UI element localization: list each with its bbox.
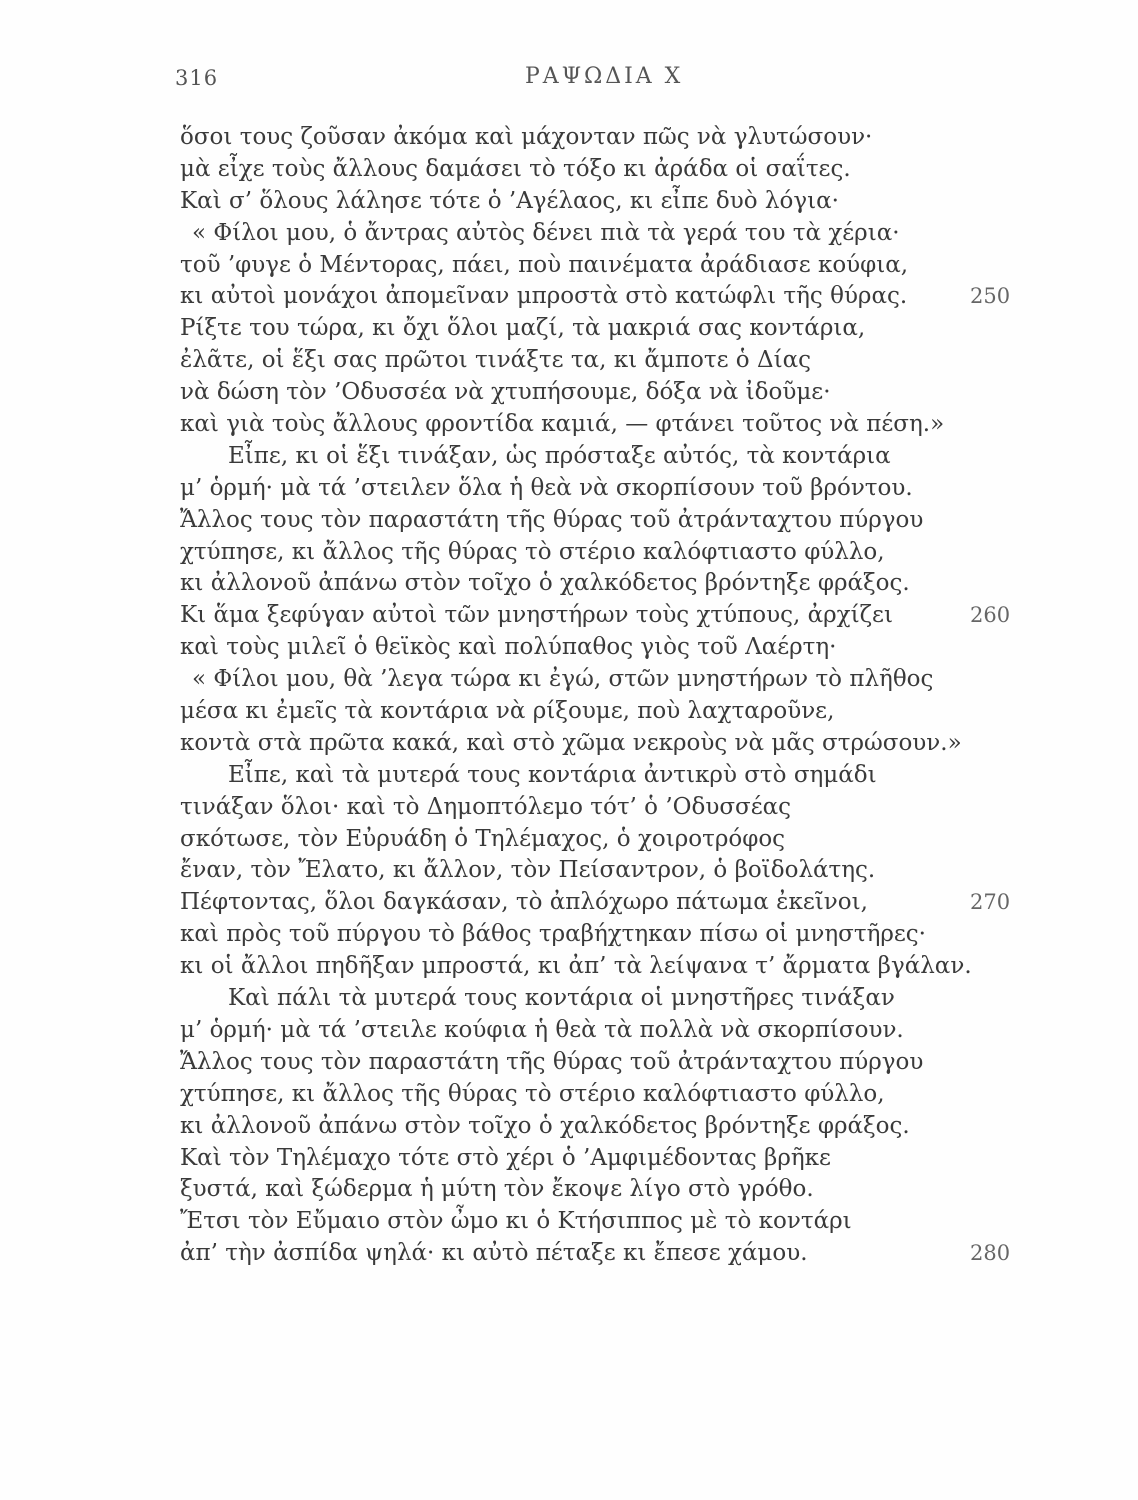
verse-line-text: ὅσοι τους ζοῦσαν ἀκόμα καὶ μάχονταν πῶς νὰ γλυτώσουν·: [180, 124, 873, 150]
verse-line: [0, 122, 1138, 154]
verse-line: [0, 919, 1138, 951]
verse-line-text: τοῦ ’φυγε ὁ Μέντορας, πάει, ποὺ παινέματα ἀράδιασε κούφια,: [180, 251, 909, 278]
verse-line-text: καὶ τοὺς μιλεῖ ὁ θεϊκὸς καὶ πολύπαθος γιὸς τοῦ Λαέρτη·: [180, 634, 837, 661]
verse-line-text: « Φίλοι μου, θὰ ’λεγα τώρα κι ἐγώ, στῶν μνηστήρων τὸ πλῆθος: [192, 666, 934, 693]
verse-line-text: καὶ πρὸς τοῦ πύργου τὸ βάθος τραβήχτηκαν πίσω οἱ μνηστῆρες·: [180, 921, 926, 948]
verse-line-text: Εἶπε, κι οἱ ἕξι τινάξαν, ὡς πρόσταξε αὐτός, τὰ κοντάρια: [228, 442, 891, 469]
verse-line-text: ξυστά, καὶ ξώδερμα ἡ μύτη τὸν ἔκοψε λίγο στὸ γρόθο.: [180, 1176, 814, 1203]
verse-line: [0, 1111, 1138, 1143]
verse-line-text: κι αὐτοὶ μονάχοι ἀπομεῖναν μπροστὰ στὸ κατώφλι τῆς θύρας.: [180, 283, 908, 310]
verse-line: [0, 154, 1138, 186]
verse-line: [0, 186, 1138, 218]
verse-line: [0, 1079, 1138, 1111]
verse-line: [0, 600, 1138, 632]
verse-line-text: Ρίξτε του τώρα, κι ὄχι ὅλοι μαζί, τὰ μακριά σας κοντάρια,: [180, 315, 866, 342]
verse-line-text: Ἔτσι τὸν Εὔμαιο στὸν ὦμο κι ὁ Κτήσιππος μὲ τὸ κοντάρι: [180, 1208, 852, 1235]
verse-line-text: Πέφτοντας, ὅλοι δαγκάσαν, τὸ ἀπλόχωρο πάτωμα ἐκεῖνοι,: [180, 889, 868, 916]
verse-line-text: ἐλᾶτε, οἱ ἕξι σας πρῶτοι τινάξτε τα, κι ἄμποτε ὁ Δίας: [180, 347, 811, 374]
line-number: 280: [970, 1241, 1011, 1266]
verse-line-text: Ἄλλος τους τὸν παραστάτη τῆς θύρας τοῦ ἀτράνταχτου πύργου: [180, 1048, 924, 1075]
verse-line: [0, 1143, 1138, 1175]
verse-line-text: τινάξαν ὅλοι· καὶ τὸ Δημοπτόλεμο τότ’ ὁ ’Οδυσσέας: [180, 793, 792, 820]
line-number: 250: [970, 284, 1011, 309]
verse-line-text: καὶ γιὰ τοὺς ἄλλους φροντίδα καμιά, — φτάνει τοῦτος νὰ πέση.»: [180, 411, 945, 438]
verse-line: [0, 441, 1138, 473]
verse-line: [0, 505, 1138, 537]
verse-line: [0, 983, 1138, 1015]
verse-line-text: Ἄλλος τους τὸν παραστάτη τῆς θύρας τοῦ ἀτράνταχτου πύργου: [180, 506, 924, 533]
verse-line-text: χτύπησε, κι ἄλλος τῆς θύρας τὸ στέριο καλόφτιαστο φύλλο,: [180, 538, 885, 565]
verse-line-text: κι οἱ ἄλλοι πηδῆξαν μπροστά, κι ἀπ’ τὰ λείψανα τ’ ἄρματα βγάλαν.: [180, 953, 972, 980]
verse-line: [0, 760, 1138, 792]
verse-line: [0, 377, 1138, 409]
verse-line: [0, 792, 1138, 824]
verse-line-text: νὰ δώση τὸν ’Οδυσσέα νὰ χτυπήσουμε, δόξα νὰ ἰδοῦμε·: [180, 379, 831, 406]
verse-line: [0, 250, 1138, 282]
verse-line-text: χτύπησε, κι ἄλλος τῆς θύρας τὸ στέριο καλόφτιαστο φύλλο,: [180, 1080, 885, 1107]
verse-line: [0, 345, 1138, 377]
verse-line-text: μ’ ὁρμή· μὰ τά ’στειλε κούφια ἡ θεὰ τὰ πολλὰ νὰ σκορπίσουν.: [180, 1016, 904, 1043]
verse-line-text: κοντὰ στὰ πρῶτα κακά, καὶ στὸ χῶμα νεκροὺς νὰ μᾶς στρώσουν.»: [180, 729, 962, 756]
verse-line: [0, 409, 1138, 441]
verse-line-text: Κι ἅμα ξεφύγαν αὐτοὶ τῶν μνηστήρων τοὺς χτύπους, ἀρχίζει: [180, 602, 893, 629]
verse-line-text: ἔναν, τὸν Ἔλατο, κι ἄλλον, τὸν Πείσαντρον, ὁ βοϊδολάτης.: [180, 857, 876, 884]
verse-line-text: μὰ εἶχε τοὺς ἄλλους δαμάσει τὸ τόξο κι ἀράδα οἱ σαΐτες.: [180, 155, 851, 182]
verse-line: [0, 1206, 1138, 1238]
running-title: ΡΑΨΩΔΙΑ Χ: [525, 64, 684, 89]
verse-line-text: Εἶπε, καὶ τὰ μυτερά τους κοντάρια ἀντικρὺ στὸ σημάδι: [228, 761, 877, 788]
verse-line: [0, 1174, 1138, 1206]
verse-line: [0, 728, 1138, 760]
verse-line: [0, 281, 1138, 313]
verse-line: [0, 1238, 1138, 1270]
verse-line-text: Καὶ τὸν Τηλέμαχο τότε στὸ χέρι ὁ ’Αμφιμέδοντας βρῆκε: [180, 1144, 831, 1171]
verse-line-text: μ’ ὁρμή· μὰ τά ’στειλεν ὅλα ἡ θεὰ νὰ σκορπίσουν τοῦ βρόντου.: [180, 474, 913, 501]
verse-line-text: Καὶ σ’ ὅλους λάλησε τότε ὁ ’Αγέλαος, κι εἶπε δυὸ λόγια·: [180, 187, 839, 214]
verse-line: [0, 632, 1138, 664]
verse-line: [0, 473, 1138, 505]
verse-line: [0, 696, 1138, 728]
verse-line-text: ἀπ’ τὴν ἀσπίδα ψηλά· κι αὐτὸ πέταξε κι ἔπεσε χάμου.: [180, 1240, 808, 1267]
line-number: 270: [970, 890, 1011, 915]
verse-line: [0, 568, 1138, 600]
verse-line: [0, 855, 1138, 887]
verse-line: [0, 218, 1138, 250]
verse-line: [0, 313, 1138, 345]
verse-line-text: κι ἀλλονοῦ ἀπάνω στὸν τοῖχο ὁ χαλκόδετος βρόντηξε φράξος.: [180, 570, 910, 597]
verse-line-text: « Φίλοι μου, ὁ ἄντρας αὐτὸς δένει πιὰ τὰ γερά του τὰ χέρια·: [192, 219, 900, 246]
page-header: [0, 58, 1138, 98]
verse-line: [0, 1047, 1138, 1079]
verse-text: [0, 122, 1138, 1270]
verse-line: [0, 664, 1138, 696]
verse-line: [0, 824, 1138, 856]
verse-line-text: Καὶ πάλι τὰ μυτερά τους κοντάρια οἱ μνηστῆρες τινάξαν: [228, 985, 895, 1012]
line-number: 260: [970, 603, 1011, 628]
verse-line: [0, 887, 1138, 919]
verse-line-text: σκότωσε, τὸν Εὐρυάδη ὁ Τηλέμαχος, ὁ χοιροτρόφος: [180, 825, 786, 852]
verse-line: [0, 951, 1138, 983]
verse-line-text: κι ἀλλονοῦ ἀπάνω στὸν τοῖχο ὁ χαλκόδετος βρόντηξε φράξος.: [180, 1112, 910, 1139]
page-number: 316: [175, 66, 219, 90]
verse-line: [0, 1015, 1138, 1047]
verse-line: [0, 537, 1138, 569]
verse-line-text: μέσα κι ἐμεῖς τὰ κοντάρια νὰ ρίξουμε, ποὺ λαχταροῦνε,: [180, 698, 835, 725]
